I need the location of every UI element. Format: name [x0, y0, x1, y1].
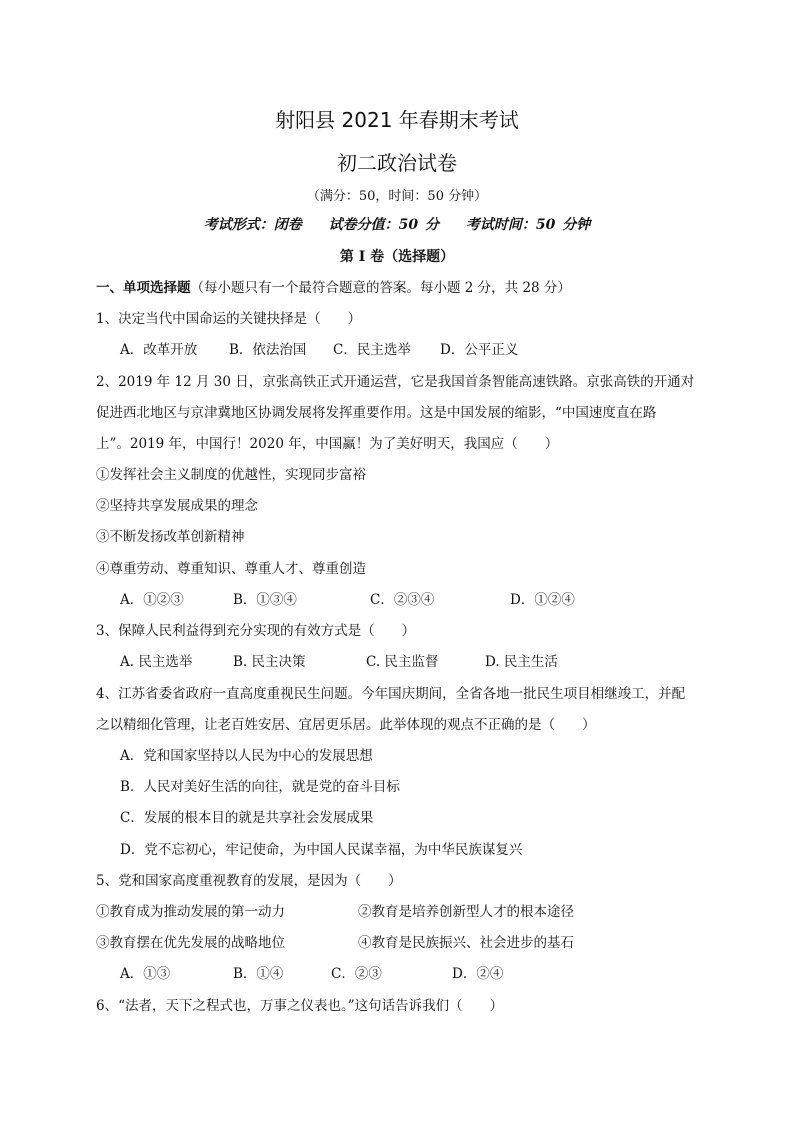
q4-option-c: C．发展的根本目的就是共享社会发展成果 — [120, 810, 374, 826]
part-heading — [96, 279, 571, 297]
q2-option-a: A．①②③ — [120, 592, 184, 608]
part-heading-label: 一、单项选择题 — [96, 280, 191, 296]
q1-option-c: C．民主选举 — [333, 342, 411, 358]
q2-statement-1: ①发挥社会主义制度的优越性，实现同步富裕 — [96, 467, 366, 483]
q4-option-b: B．人民对美好生活的向往，就是党的奋斗目标 — [120, 779, 400, 795]
q5-statement-4: ④教育是民族振兴、社会进步的基石 — [358, 935, 574, 951]
q5-statement-2: ②教育是培养创新型人才的根本途径 — [358, 904, 574, 920]
question-2-line1: 2、2019 年 12 月 30 日，京张高铁正式开通运营，它是我国首条智能高速铁路。京张高铁的开通对 — [96, 374, 695, 390]
q1-option-a: A．改革开放 — [120, 342, 198, 358]
question-2-line2: 促进西北地区与京津冀地区协调发展将发挥重要作用。这是中国发展的缩影，“中国速度直在路 — [96, 405, 657, 421]
q2-option-b: B．①③④ — [233, 592, 297, 608]
exam-subtitle: 初二政治试卷 — [337, 151, 457, 175]
q3-option-a: A. 民主选举 — [120, 654, 193, 670]
q2-option-d: D．①②④ — [510, 592, 575, 608]
question-4-line2: 之以精细化管理，让老百姓安居、宜居更乐居。此举体现的观点不正确的是（ ） — [96, 717, 596, 733]
q1-option-d: D．公平正义 — [440, 342, 519, 358]
q3-option-c: C. 民主监督 — [366, 654, 439, 670]
part-instruction: （每小题只有一个最符合题意的答案。每小题 2 分，共 28 分） — [190, 280, 571, 296]
question-1-stem: 1、决定当代中国命运的关键抉择是（ ） — [96, 311, 362, 327]
q5-option-c: C．②③ — [331, 966, 382, 982]
exam-title: 射阳县 2021 年春期末考试 — [275, 108, 519, 132]
q5-option-a: A．①③ — [120, 966, 171, 982]
q1-option-b: B．依法治国 — [229, 342, 307, 358]
q3-option-b: B. 民主决策 — [233, 654, 306, 670]
question-5-stem: 5、党和国家高度重视教育的发展，是因为（ ） — [96, 873, 402, 889]
q2-statement-4: ④尊重劳动、尊重知识、尊重人才、尊重创造 — [96, 561, 366, 577]
exam-info — [0, 214, 794, 234]
exam-form: 考试形式：闭卷 — [203, 217, 302, 233]
question-4-line1: 4、江苏省委省政府一直高度重视民生问题。今年国庆期间，全省各地一批民生项目相继竣工，并配 — [96, 686, 686, 702]
q5-statement-1: ①教育成为推动发展的第一动力 — [96, 904, 285, 920]
q3-option-d: D. 民主生活 — [485, 654, 558, 670]
section-title: 第 I 卷（选择题） — [339, 249, 455, 265]
exam-time: 考试时间：50 分钟 — [465, 217, 591, 233]
q2-statement-2: ②坚持共享发展成果的理念 — [96, 498, 258, 514]
q5-option-d: D．②④ — [452, 966, 504, 982]
q5-statement-3: ③教育摆在优先发展的战略地位 — [96, 935, 285, 951]
question-6-stem: 6、“法者，天下之程式也，万事之仪表也。”这句话告诉我们（ ） — [96, 998, 504, 1014]
exam-score: 试卷分值：50 分 — [328, 217, 439, 233]
question-3-stem: 3、保障人民利益得到充分实现的有效方式是（ ） — [96, 623, 416, 639]
q4-option-a: A．党和国家坚持以人民为中心的发展思想 — [120, 748, 373, 764]
question-2-line3: 上”。2019 年，中国行！2020 年，中国赢！为了美好明天，我国应（ ） — [96, 436, 559, 452]
q5-option-b: B．①④ — [233, 966, 284, 982]
score-time-note: （满分：50，时间：50 分钟） — [306, 189, 488, 204]
q2-statement-3: ③不断发扬改革创新精神 — [96, 529, 245, 545]
q2-option-c: C．②③④ — [370, 592, 435, 608]
q4-option-d: D．党不忘初心，牢记使命，为中国人民谋幸福，为中华民族谋复兴 — [120, 842, 523, 858]
